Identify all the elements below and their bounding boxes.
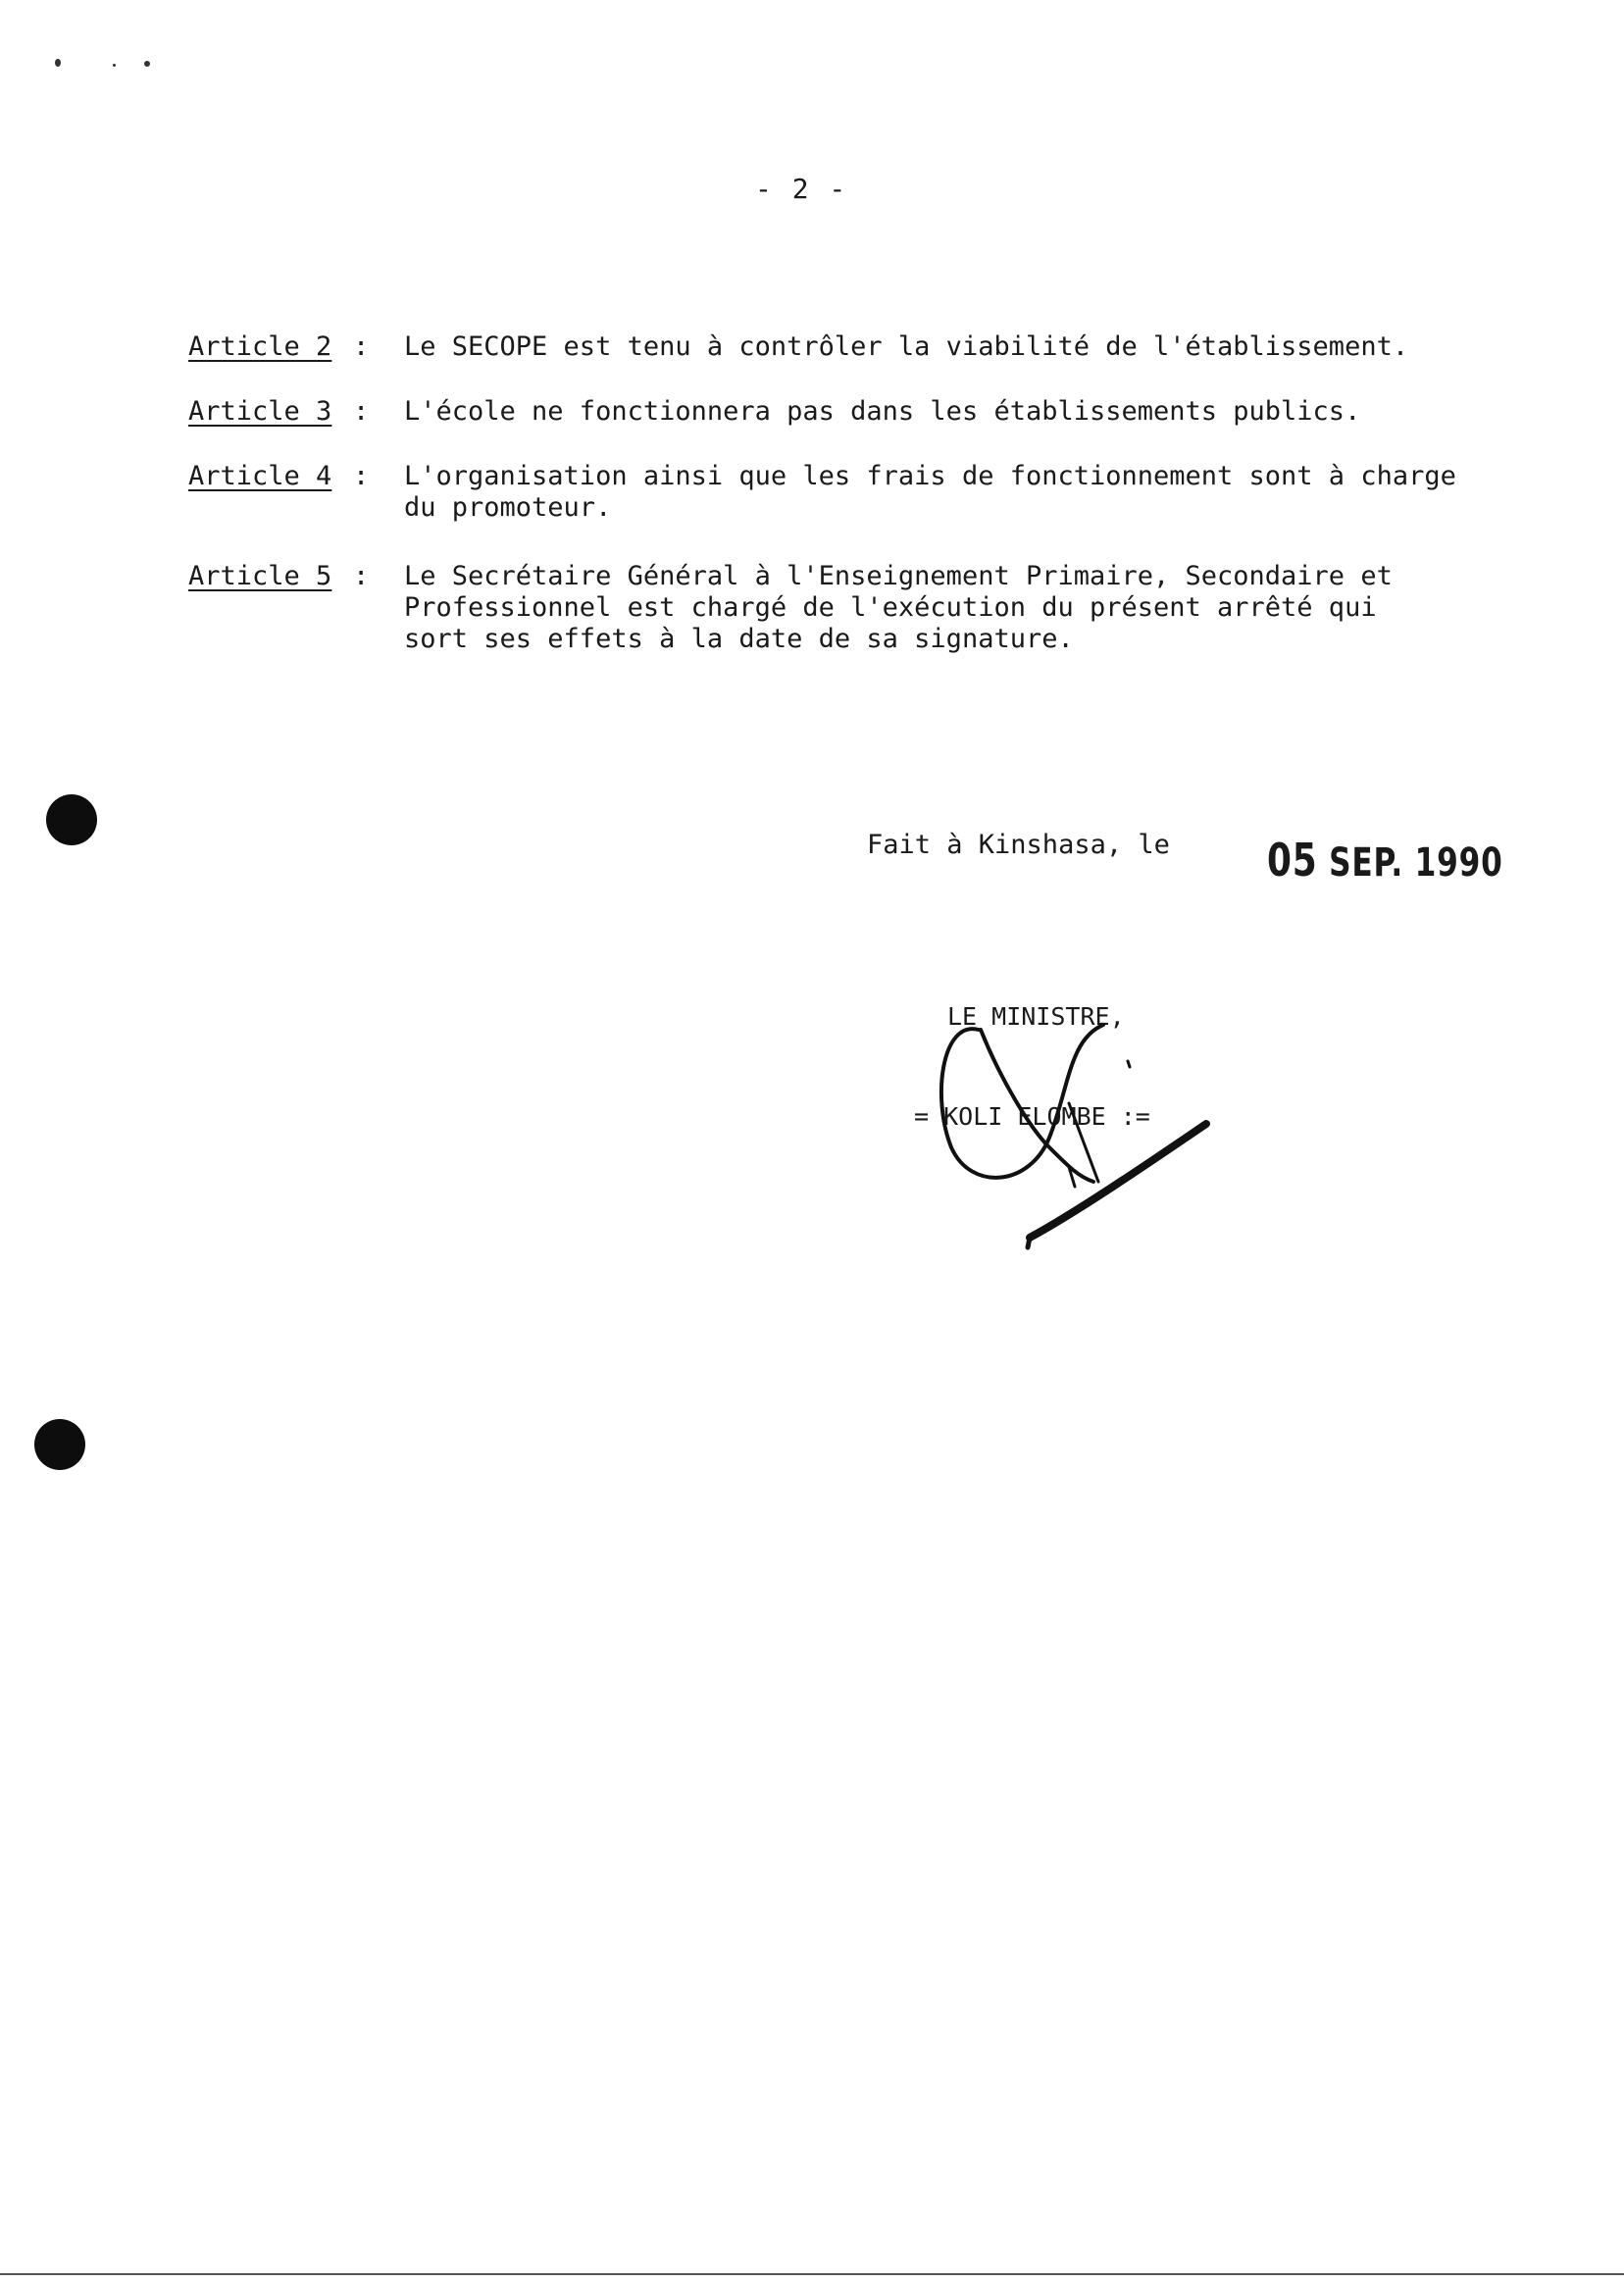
date-stamp: [1267, 834, 1503, 887]
article-text: Le Secrétaire Général à l'Enseignement Primaire, Secondaire et Professionnel est chargé de l'exécution du présent arrêté qui sort ses effets à la date de sa signature.: [404, 561, 1393, 654]
article-label: Article 3: [188, 396, 332, 427]
article-separator: :: [353, 396, 370, 427]
punch-hole: [34, 1419, 85, 1470]
scan-bottom-edge: [0, 2273, 1624, 2275]
scan-speck: [55, 59, 61, 67]
date-stamp-day: 05: [1267, 834, 1318, 887]
article-text: Le SECOPE est tenu à contrôler la viabilité de l'établissement.: [404, 331, 1409, 362]
signatory-name: = KOLI ELOMBE :=: [914, 1102, 1150, 1131]
scan-speck: [113, 64, 116, 67]
article-label: Article 5: [188, 561, 332, 591]
place-date-line: Fait à Kinshasa, le: [867, 830, 1170, 860]
punch-hole: [46, 794, 97, 845]
handwritten-signature: [922, 981, 1216, 1275]
article-separator: :: [353, 561, 370, 591]
article-text: L'école ne fonctionnera pas dans les établissements publics.: [404, 396, 1361, 427]
article-separator: :: [353, 331, 370, 362]
article-label: Article 4: [188, 461, 332, 491]
article-text: L'organisation ainsi que les frais de fonctionnement sont à charge du promoteur.: [404, 461, 1456, 523]
scan-speck: [144, 61, 150, 67]
date-stamp-month-year: SEP. 1990: [1329, 840, 1503, 886]
article-label: Article 2: [188, 331, 332, 362]
page-number: - 2 -: [755, 173, 848, 205]
article-separator: :: [353, 461, 370, 491]
signatory-title: LE MINISTRE,: [947, 1002, 1125, 1031]
